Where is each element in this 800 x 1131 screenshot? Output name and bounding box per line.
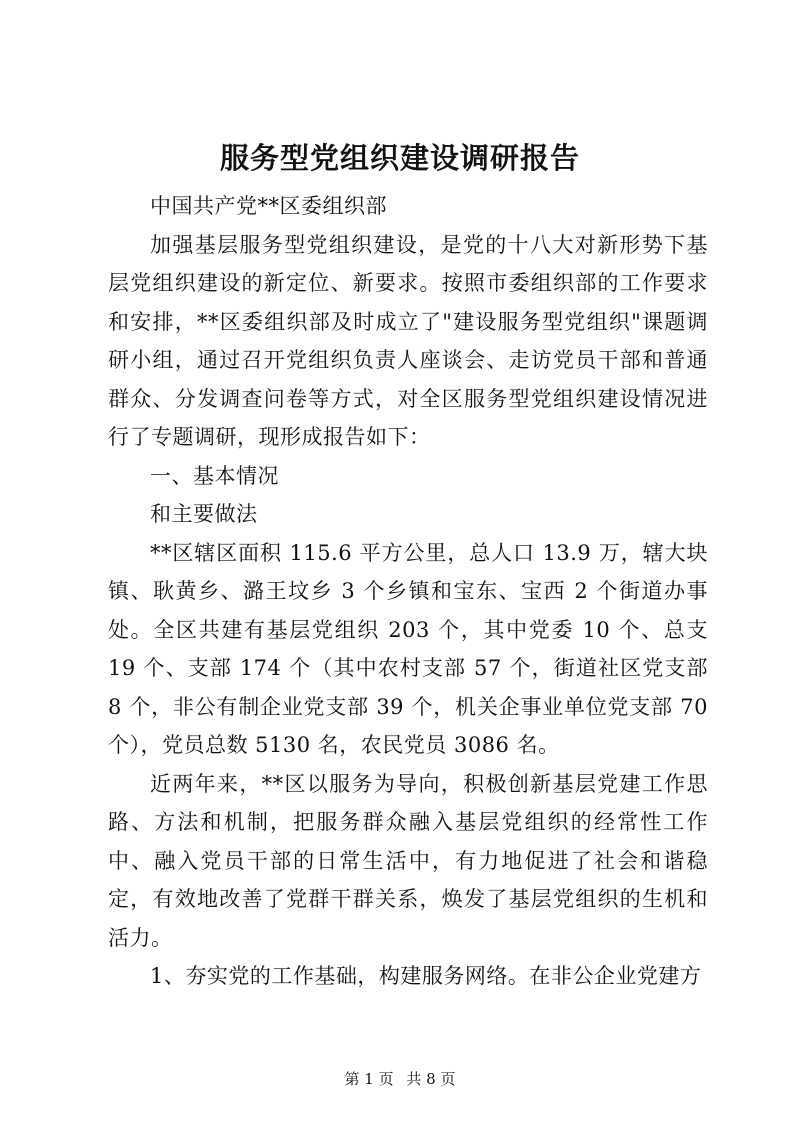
section-heading-1-continued: 和主要做法 <box>150 502 258 526</box>
section-heading-1: 一、基本情况 <box>150 463 279 488</box>
page-footer <box>0 1069 800 1089</box>
issuer-line: 中国共产党**区委组织部 <box>150 194 387 218</box>
document-body <box>108 187 708 996</box>
page-total: 共 8 页 <box>406 1070 456 1088</box>
paragraph-recent-years: 近两年来，**区以服务为导向，积极创新基层党建工作思路、方法和机制，把服务群众融入基层党组织的经常性工作中、融入党员干部的日常生活中，有力地促进了社会和谐稳定，有效地改善了党群干群关系，焕发了基层党组织的生机和活力。 <box>108 771 708 950</box>
page-number: 第 1 页 <box>344 1070 394 1088</box>
document-title: 服务型党组织建设调研报告 <box>219 141 580 175</box>
paragraph-item-1: 1、夯实党的工作基础，构建服务网络。在非公企业党建方 <box>150 964 702 988</box>
paragraph-intro: 加强基层服务型党组织建设，是党的十八大对新形势下基层党组织建设的新定位、新要求。按照市委组织部的工作要求和安排，**区委组织部及时成立了"建设服务型党组织"课题调研小组，通过召开党组织负责人座谈会、走访党员干部和普通群众、分发调查问卷等方式，对全区服务型党组织建设情况进行了专题调研，现形成报告如下： <box>108 232 708 449</box>
paragraph-basic-info: **区辖区面积 115.6 平方公里，总人口 13.9 万，辖大块镇、耿黄乡、潞王坟乡 3 个乡镇和宝东、宝西 2 个街道办事处。全区共建有基层党组织 203 个，其中党委 10 个、总支 19 个、支部 174 个（其中农村支部 57 个，街道社区党支部 8 个，非公有制企业党支部 39 个，机关企事业单位党支部 70 个），党员总数 5130 名，农民党员 3086 名。 <box>108 540 708 757</box>
